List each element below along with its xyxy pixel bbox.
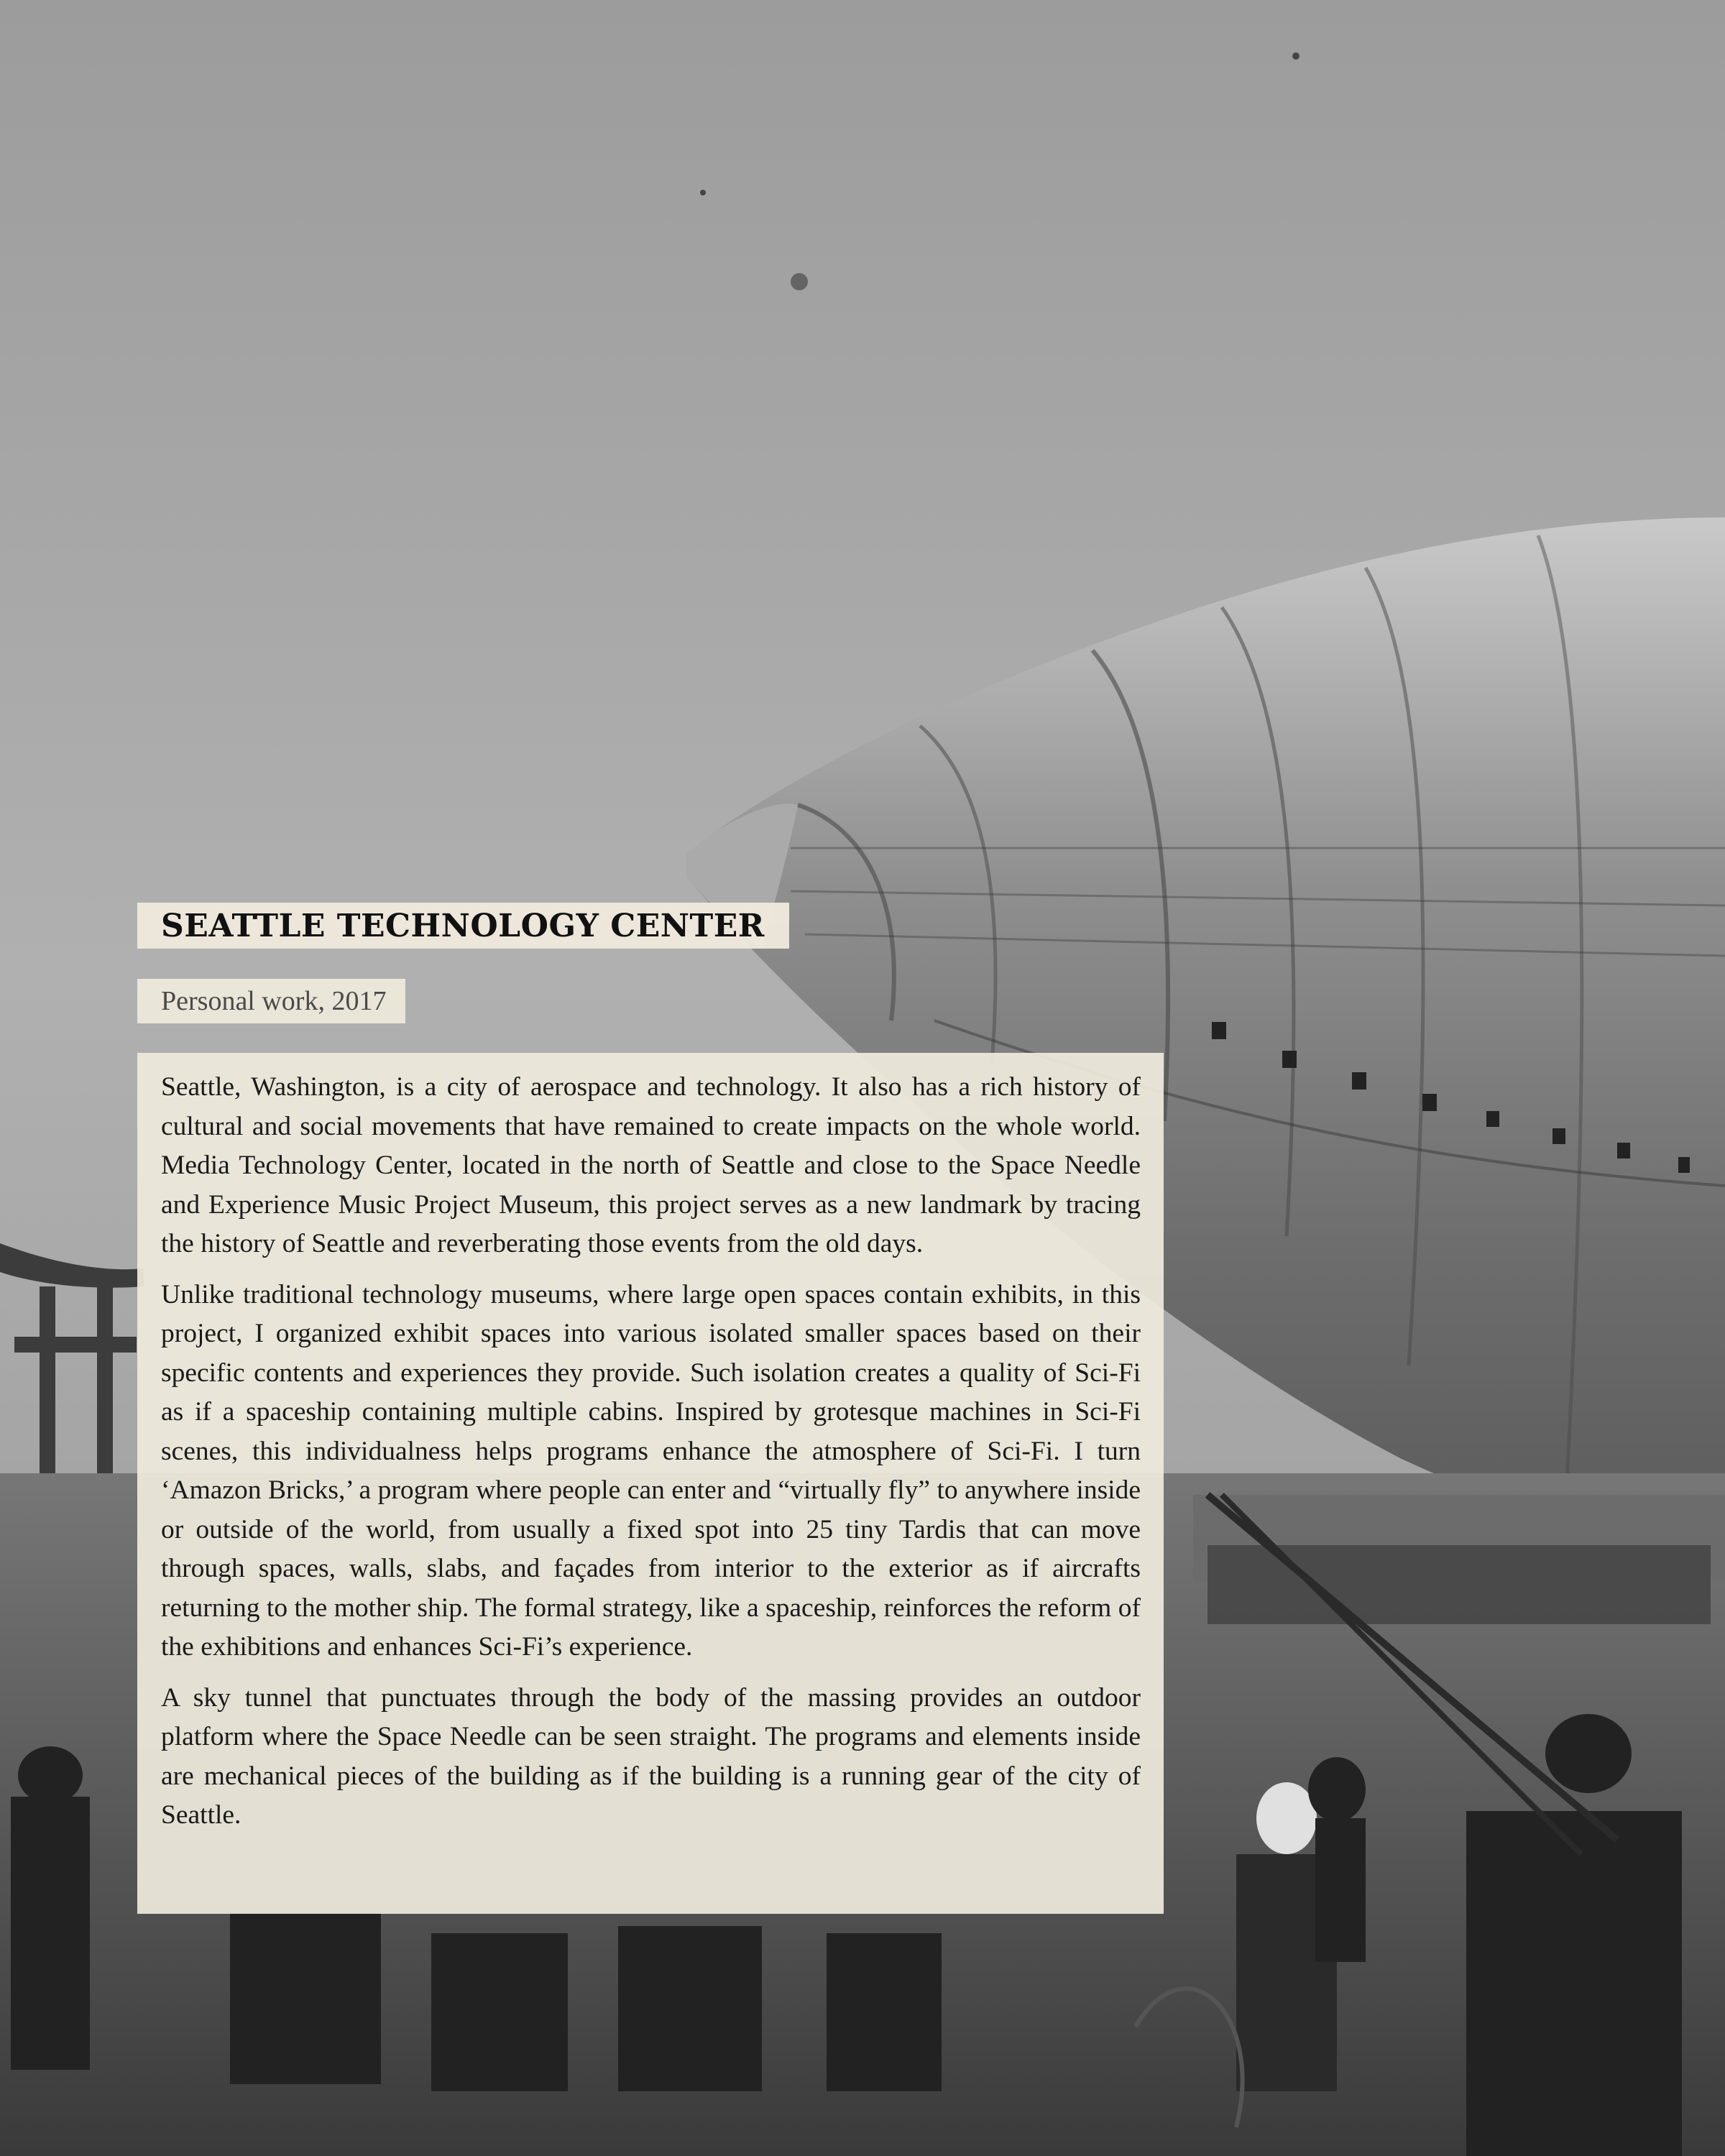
- description-box: [137, 1053, 1164, 1914]
- subtitle-box: [137, 979, 405, 1023]
- page-title: SEATTLE TECHNOLOGY CENTER: [161, 907, 765, 944]
- title-box: [137, 903, 789, 949]
- subtitle: Personal work, 2017: [161, 986, 387, 1016]
- paragraph-intro: Seattle, Washington, is a city of aerospace and technology. It also has a rich history of cultural and social movements that have remained to create impacts on the whole world. Media Technology Center, located in the north of Seattle and close to the Space Needle and Experience Music Project Museum, this project serves as a new landmark by tracing the history of Seattle and reverberating those events from the old days.: [161, 1072, 1141, 1258]
- paragraph-sky-tunnel: A sky tunnel that punctuates through the body of the massing provides an outdoor platform where the Space Needle can be seen straight. The programs and elements inside are mechanical pieces of the building as if the building is a running gear of the city of Seattle.: [161, 1682, 1141, 1830]
- paragraph-concept: Unlike traditional technology museums, where large open spaces contain exhibits, in this project, I organized exhibit spaces into various isolated smaller spaces based on their specific contents and experiences they provide. Such isolation creates a quality of Sci-Fi as if a spaceship containing multiple cabins. Inspired by grotesque machines in Sci-Fi scenes, this individualness helps programs enhance the atmosphere of Sci-Fi. I turn ‘Amazon Bricks,’ a program where people can enter and “virtually fly” to anywhere inside or outside of the world, from usually a fixed spot into 25 tiny Tardis that can move through spaces, walls, slabs, and façades from interior to the exterior as if aircrafts returning to the mother ship. The formal strategy, like a spaceship, reinforces the reform of the exhibitions and enhances Sci-Fi’s experience.: [161, 1279, 1141, 1662]
